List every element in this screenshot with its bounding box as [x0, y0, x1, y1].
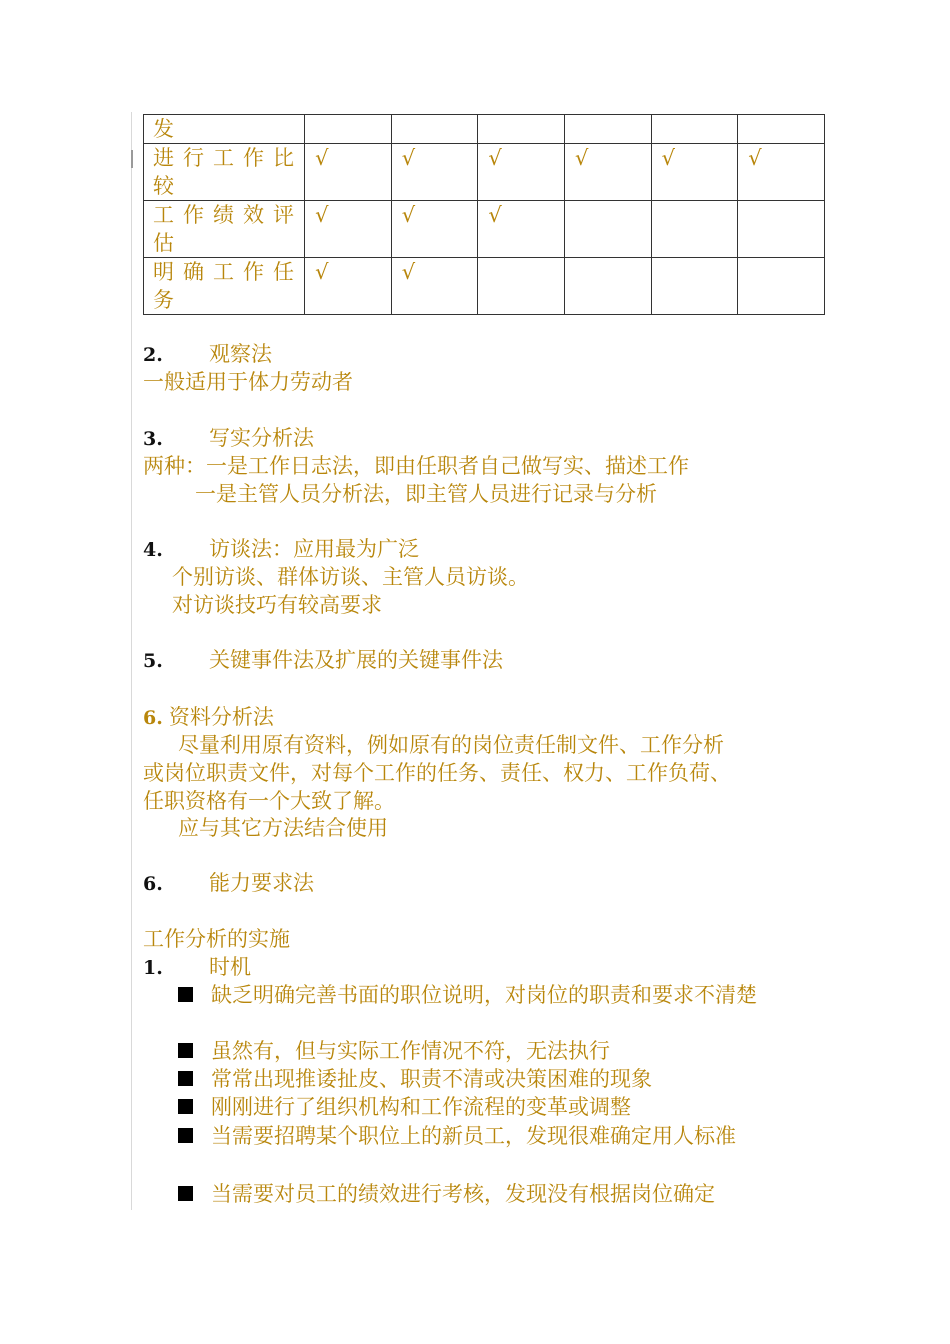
- section-heading: [143, 535, 419, 564]
- check-mark: √: [391, 258, 478, 315]
- section-number: 6.: [143, 873, 163, 895]
- table-cell: [565, 201, 652, 258]
- table-cell: [651, 115, 738, 144]
- table-cell: [305, 115, 392, 144]
- list-item-text: 当需要招聘某个职位上的新员工，发现很难确定用人标准: [211, 1124, 736, 1148]
- section-title: 写实分析法: [209, 426, 314, 450]
- list-item-text: 虽然有，但与实际工作情况不符，无法执行: [211, 1039, 610, 1063]
- paragraph-line: 一是主管人员分析法，即主管人员进行记录与分析: [195, 482, 657, 506]
- table-row: [144, 258, 825, 315]
- left-margin-line: [131, 112, 132, 1210]
- section-heading: [143, 953, 251, 982]
- method-comparison-table: [143, 114, 825, 315]
- row-label: 工作绩效评估: [144, 201, 305, 258]
- check-mark: √: [391, 144, 478, 201]
- check-mark: √: [565, 144, 652, 201]
- list-item-text: 刚刚进行了组织机构和工作流程的变革或调整: [211, 1095, 631, 1119]
- section-title: 能力要求法: [209, 871, 314, 895]
- table-cell: [651, 258, 738, 315]
- paragraph-line: 任职资格有一个大致了解。: [143, 789, 395, 813]
- list-item-text: 缺乏明确完善书面的职位说明，对岗位的职责和要求不清楚: [211, 983, 757, 1007]
- section-number: 4.: [143, 539, 163, 561]
- list-item-text: 当需要对员工的绩效进行考核，发现没有根据岗位确定: [211, 1182, 715, 1206]
- check-mark: √: [305, 144, 392, 201]
- table-cell: [478, 115, 565, 144]
- paragraph-line: 两种：一是工作日志法，即由任职者自己做写实、描述工作: [143, 454, 689, 478]
- check-mark: √: [651, 144, 738, 201]
- row-label: 明确工作任务: [144, 258, 305, 315]
- section-title: 关键事件法及扩展的关键事件法: [209, 648, 503, 672]
- section-number: 1.: [143, 957, 163, 979]
- section-title: 资料分析法: [168, 705, 274, 729]
- table-row: [144, 201, 825, 258]
- square-bullet-icon: [178, 1186, 193, 1201]
- paragraph-line: 一般适用于体力劳动者: [143, 370, 353, 394]
- check-mark: √: [478, 144, 565, 201]
- row-label: 进行工作比较: [144, 144, 305, 201]
- table-row: [144, 115, 825, 144]
- check-mark: √: [305, 258, 392, 315]
- square-bullet-icon: [178, 987, 193, 1002]
- square-bullet-icon: [178, 1043, 193, 1058]
- square-bullet-icon: [178, 1128, 193, 1143]
- check-mark: √: [305, 201, 392, 258]
- section-heading: [143, 340, 272, 369]
- check-mark: √: [738, 144, 825, 201]
- table-cell: [651, 201, 738, 258]
- section-number: 2.: [143, 344, 163, 366]
- paragraph-line: 对访谈技巧有较高要求: [172, 593, 382, 617]
- table-cell: [565, 258, 652, 315]
- section-number: 6.: [143, 707, 163, 729]
- paragraph-line: 尽量利用原有资料，例如原有的岗位责任制文件、工作分析: [178, 733, 724, 757]
- paragraph-line: 或岗位职责文件，对每个工作的任务、责任、权力、工作负荷、: [143, 761, 731, 785]
- section-title: 时机: [209, 955, 251, 979]
- section-heading: [143, 703, 274, 732]
- square-bullet-icon: [178, 1071, 193, 1086]
- table-cell: [391, 115, 478, 144]
- paragraph-line: 个别访谈、群体访谈、主管人员访谈。: [172, 565, 529, 589]
- table-cell: [738, 115, 825, 144]
- section-heading: [143, 646, 503, 675]
- row-label: 发: [144, 115, 305, 144]
- check-mark: √: [478, 201, 565, 258]
- section-heading: [143, 869, 314, 898]
- table-row: [144, 144, 825, 201]
- section-title: 访谈法：应用最为广泛: [209, 537, 419, 561]
- list-item-text: 常常出现推诿扯皮、职责不清或决策困难的现象: [211, 1067, 652, 1091]
- square-bullet-icon: [178, 1099, 193, 1114]
- check-mark: √: [391, 201, 478, 258]
- margin-tick: [131, 150, 133, 168]
- chapter-heading: 工作分析的实施: [143, 927, 290, 951]
- section-title: 观察法: [209, 342, 272, 366]
- paragraph-line: 应与其它方法结合使用: [178, 816, 388, 840]
- table-cell: [478, 258, 565, 315]
- section-number: 5.: [143, 650, 163, 672]
- table-cell: [565, 115, 652, 144]
- section-heading: [143, 424, 314, 453]
- table-cell: [738, 201, 825, 258]
- table-cell: [738, 258, 825, 315]
- section-number: 3.: [143, 428, 163, 450]
